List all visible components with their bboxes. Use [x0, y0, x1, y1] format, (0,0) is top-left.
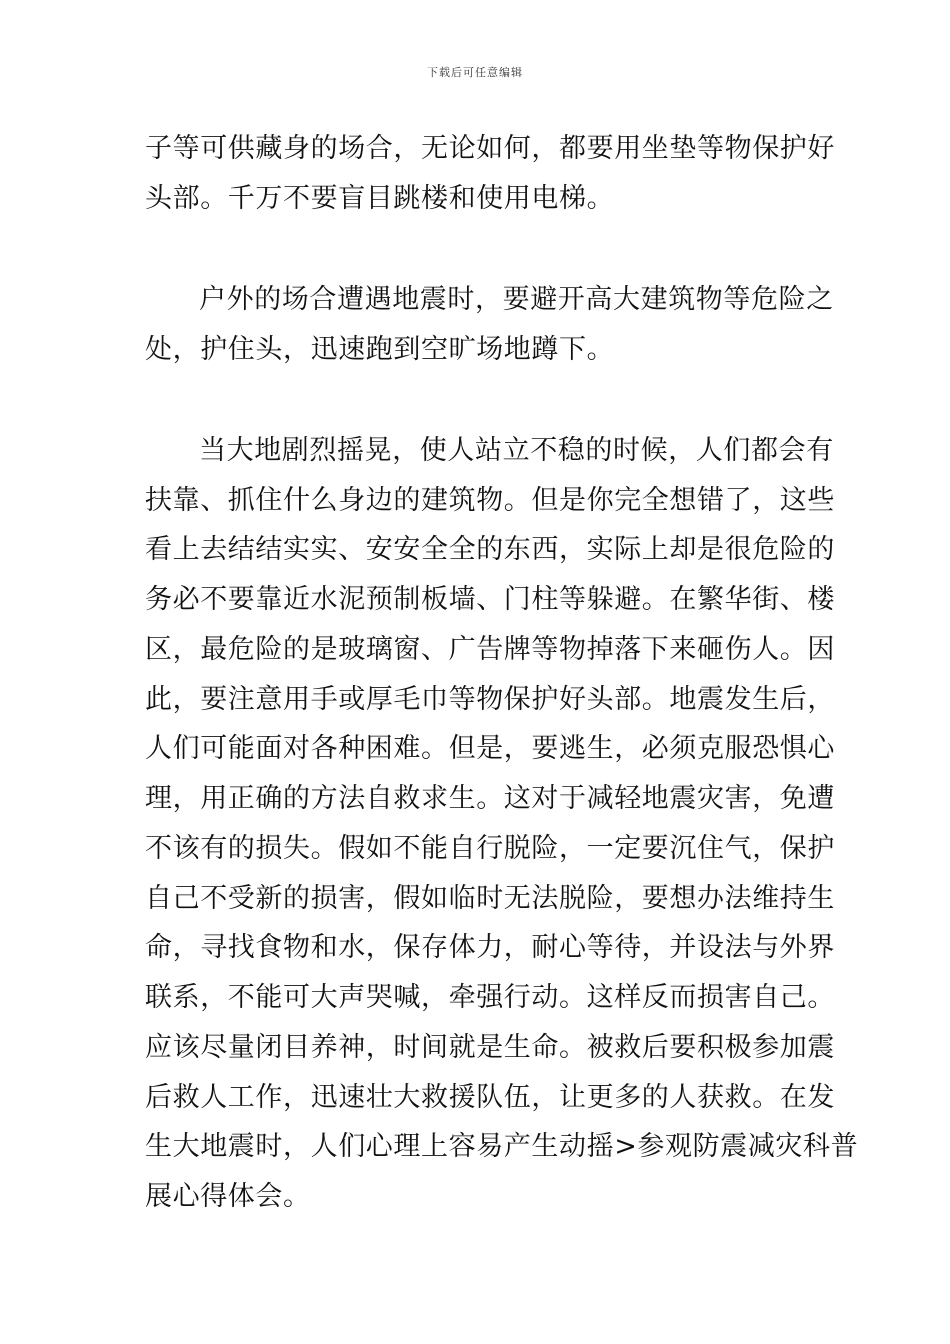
paragraph-2-line-2: 处，护住头，迅速跑到空旷场地蹲下。: [145, 334, 615, 365]
paragraph-3-line-4: 务必不要靠近水泥预制板墙、门柱等躲避。在繁华街、楼: [145, 584, 835, 615]
paragraph-2-line-1: 户外的场合遭遇地震时，要避开高大建筑物等危险之: [199, 284, 834, 315]
paragraph-3-line-16: 展心得体会。: [145, 1181, 311, 1212]
paragraph-3-line-1: 当大地剧烈摇晃，使人站立不稳的时候，人们都会有: [199, 435, 834, 466]
paragraph-3-line-6: 此，要注意用手或厚毛巾等物保护好头部。地震发生后，: [145, 684, 835, 715]
paragraph-3-line-2: 扶靠、抓住什么身边的建筑物。但是你完全想错了，这些: [145, 485, 835, 516]
paragraph-3-line-12: 联系，不能可大声哭喊，牵强行动。这样反而损害自己。: [145, 982, 835, 1013]
paragraph-3-line-11: 命，寻找食物和水，保存体力，耐心等待，并设法与外界: [145, 932, 835, 963]
paragraph-3-line-5: 区，最危险的是玻璃窗、广告牌等物掉落下来砸伤人。因: [145, 634, 835, 665]
paragraph-3-line-8: 理，用正确的方法自救求生。这对于减轻地震灾害，免遭: [145, 783, 835, 814]
paragraph-3-line-3: 看上去结结实实、安安全全的东西，实际上却是很危险的: [145, 534, 835, 565]
paragraph-3-line-9: 不该有的损失。假如不能自行脱险，一定要沉住气，保护: [145, 833, 835, 864]
page-header: 下载后可任意编辑: [427, 66, 523, 79]
paragraph-3-line-7: 人们可能面对各种困难。但是，要逃生，必须克服恐惧心: [145, 733, 835, 764]
paragraph-3-line-14: 后救人工作，迅速壮大救援队伍，让更多的人获救。在发: [145, 1082, 835, 1113]
paragraph-1-line-1: 子等可供藏身的场合，无论如何，都要用坐垫等物保护好: [145, 133, 835, 164]
paragraph-1-line-2: 头部。千万不要盲目跳楼和使用电梯。: [145, 183, 615, 214]
paragraph-3-line-13: 应该尽量闭目养神，时间就是生命。被救后要积极参加震: [145, 1032, 835, 1063]
paragraph-3-line-10: 自己不受新的损害，假如临时无法脱险，要想办法维持生: [145, 883, 835, 914]
paragraph-3-line-15: 生大地震时，人们心理上容易产生动摇>参观防震减灾科普: [145, 1131, 859, 1162]
